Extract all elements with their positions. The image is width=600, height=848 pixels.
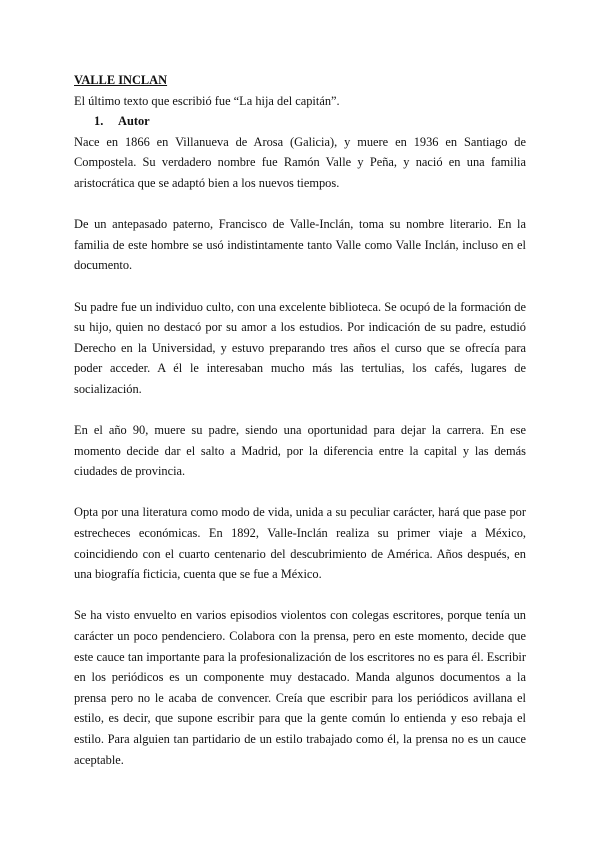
- intro-line: El último texto que escribió fue “La hija del capitán”.: [74, 93, 340, 108]
- section-number: 1.: [94, 114, 104, 129]
- paragraph-madrid: En el año 90, muere su padre, siendo una oportunidad para dejar la carrera. En ese momento decide dar el salto a Madrid, por la diferencia entre la capital y las demás ciudades de provincia.: [74, 423, 526, 479]
- paragraph-press: Se ha visto envuelto en varios episodios violentos con colegas escritores, porque tenía un carácter un poco pendenciero. Colabora con la prensa, pero en este momento, decide que este cauce tan importante para la profesionalización de los escritores no es para él. Escribir en los periódicos es un componente muy destacado. Manda algunos documentos a la prensa pero no le acaba de convencer. Creía que escribir para los periódicos avillana el estilo, es decir, que supone escribir para que la gente común lo entienda y eso rebaja el estilo. Para alguien tan partidario de un estilo trabajado como él, la prensa no es un cauce aceptable.: [74, 608, 526, 767]
- document-title: VALLE INCLAN: [74, 73, 168, 87]
- paragraph-mexico: Opta por una literatura como modo de vida, unida a su peculiar carácter, hará que pase por estrecheces económicas. En 1892, Valle-Inclán realiza su primer viaje a México, coincidiendo con el cuarto centenario del descubrimiento de América. Años después, en una biografía ficticia, cuenta que se fue a México.: [74, 505, 526, 582]
- paragraph-father: Su padre fue un individuo culto, con una excelente biblioteca. Se ocupó de la formación de su hijo, quien no destacó por su amor a los estudios. Por indicación de su padre, estudió Derecho en la Universidad, y estuvo preparando tres años el curso que se ofrecía para poder acceder. A él le interesaban mucho más las tertulias, los cafés, lugares de socialización.: [74, 299, 526, 396]
- paragraph-birth: Nace en 1866 en Villanueva de Arosa (Galicia), y muere en 1936 en Santiago de Compostela. Su verdadero nombre fue Ramón Valle y Peña, y nació en una familia aristocrática que se adaptó bien a los nuevos tiempos.: [74, 134, 526, 190]
- paragraph-name-origin: De un antepasado paterno, Francisco de Valle-Inclán, toma su nombre literario. En la familia de este hombre se usó indistintamente tanto Valle como Valle Inclán, incluso en el documento.: [74, 217, 526, 273]
- document-page: [74, 70, 526, 791]
- section-heading-label: Autor: [118, 114, 150, 129]
- section-heading: [74, 111, 526, 132]
